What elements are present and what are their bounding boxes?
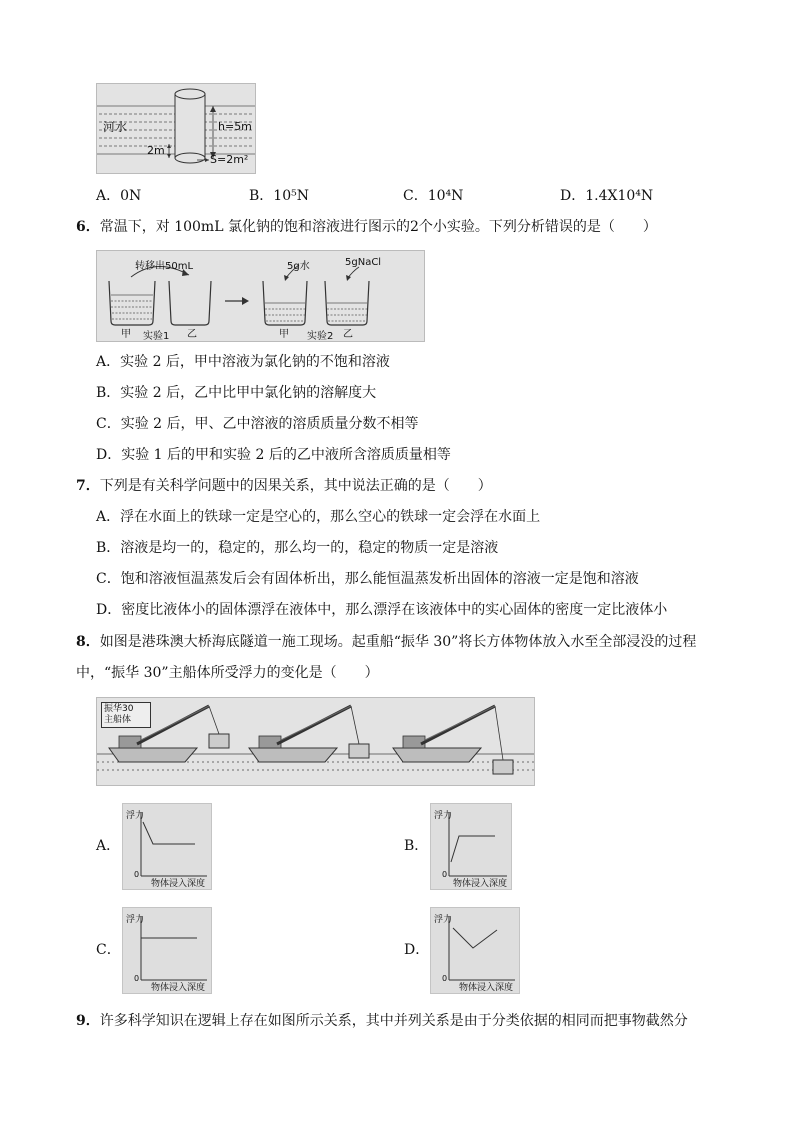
q6-salt-label: 5gNaCl — [345, 257, 382, 268]
q5-area-label: S=2m² — [210, 153, 249, 166]
q8-ship-label-line1: 振华30 — [104, 704, 134, 714]
q8-option-d-letter: D． — [404, 942, 430, 958]
q6-option-a-text: 实验 2 后，甲中溶液为氯化钠的不饱和溶液 — [120, 354, 390, 370]
q7-option-a-text: 浮在水面上的铁球一定是空心的，那么空心的铁球一定会浮在水面上 — [120, 509, 541, 525]
q8-ship-label — [101, 702, 151, 728]
q8-stem-line2-text: 中，“振华 30”主船体所受浮力的变化是（ ） — [76, 665, 379, 681]
q8-option-c[interactable] — [96, 940, 121, 960]
q5-depth-label: 2m — [147, 144, 165, 157]
q6-beaker-b-label: 乙 — [187, 329, 197, 340]
q6-beaker-a-label: 甲 — [121, 329, 131, 340]
q8-d-xlabel: 物体浸入深度 — [459, 983, 514, 993]
q8-c-ylabel: 浮力 — [126, 915, 145, 925]
q8-a-origin: 0 — [134, 870, 140, 879]
q8-option-d[interactable] — [404, 940, 429, 960]
q5-option-a-letter: A． — [96, 188, 121, 204]
q6-option-b-letter: B． — [96, 385, 121, 401]
q6-option-d-letter: D． — [96, 447, 122, 463]
q8-option-b-letter: B． — [404, 838, 429, 854]
q5-option-a[interactable] — [96, 186, 141, 206]
q6-beaker-b2-label: 乙 — [343, 329, 353, 340]
q7-option-a-letter: A． — [96, 509, 121, 525]
q5-river-label: 河水 — [103, 120, 128, 134]
q5-option-d-letter: D． — [560, 188, 586, 204]
q7-option-c[interactable] — [96, 569, 639, 589]
q7-option-b-letter: B． — [96, 540, 121, 556]
q6-water-label: 5g水 — [287, 261, 310, 272]
q8-b-origin: 0 — [442, 870, 448, 879]
q9-number: 9． — [76, 1013, 100, 1029]
q5-option-d[interactable] — [560, 186, 653, 206]
q9-stem-text: 许多科学知识在逻辑上存在如图所示关系，其中并列关系是由于分类依据的相同而把事物截然分 — [99, 1013, 688, 1029]
q7-option-d-text: 密度比液体小的固体漂浮在液体中，那么漂浮在该液体中的实心固体的密度一定比液体小 — [121, 602, 668, 618]
q8-d-ylabel: 浮力 — [434, 915, 453, 925]
q6-exp2-label: 实验2 — [307, 331, 334, 342]
q7-stem — [76, 476, 492, 496]
q6-option-c[interactable] — [96, 414, 419, 434]
q6-transfer-label: 转移出50mL — [135, 261, 194, 272]
q6-option-c-text: 实验 2 后，甲、乙中溶液的溶质质量分数不相等 — [120, 416, 419, 432]
q8-option-d-graph[interactable] — [430, 907, 520, 994]
q6-option-d[interactable] — [96, 445, 451, 465]
q8-option-b-graph[interactable] — [430, 803, 512, 890]
q8-ship-label-line2: 主船体 — [104, 715, 132, 725]
q7-number: 7． — [76, 478, 100, 494]
q8-a-xlabel: 物体浸入深度 — [151, 879, 206, 889]
q6-stem-text: 常温下，对 100mL 氯化钠的饱和溶液进行图示的2个小实验。下列分析错误的是（ ） — [99, 219, 657, 235]
q5-option-c-text: 10⁴N — [427, 188, 464, 204]
q6-option-a-letter: A． — [96, 354, 121, 370]
q7-option-d[interactable] — [96, 600, 667, 620]
q8-b-xlabel: 物体浸入深度 — [453, 879, 508, 889]
q9-stem — [76, 1011, 688, 1031]
q8-option-a-graph[interactable] — [122, 803, 212, 890]
q8-c-xlabel: 物体浸入深度 — [151, 983, 206, 993]
q5-option-b[interactable] — [249, 186, 309, 206]
q8-c-origin: 0 — [134, 974, 140, 983]
q5-option-c-letter: C． — [403, 188, 428, 204]
q6-figure-experiments — [96, 250, 425, 342]
q8-option-b[interactable] — [404, 836, 428, 856]
q5-h-label: h=5m — [218, 120, 252, 133]
q7-option-c-text: 饱和溶液恒温蒸发后会有固体析出，那么能恒温蒸发析出固体的溶液一定是饱和溶液 — [120, 571, 639, 587]
q8-option-c-letter: C． — [96, 942, 121, 958]
q5-option-b-letter: B． — [249, 188, 274, 204]
q8-stem-line1-text: 如图是港珠澳大桥海底隧道一施工现场。起重船“振华 30”将长方体物体放入水至全部浸没的过程 — [99, 634, 697, 650]
q8-d-origin: 0 — [442, 974, 448, 983]
q7-option-d-letter: D． — [96, 602, 122, 618]
q6-stem — [76, 217, 657, 237]
q5-option-c[interactable] — [403, 186, 463, 206]
q8-option-a-letter: A． — [96, 838, 121, 854]
q8-stem-line1 — [76, 632, 696, 652]
q8-figure-crane-ships — [96, 697, 535, 786]
q5-option-a-text: 0N — [120, 188, 142, 204]
q8-option-a[interactable] — [96, 836, 120, 856]
q7-option-b-text: 溶液是均一的，稳定的，那么均一的，稳定的物质一定是溶液 — [120, 540, 499, 556]
q8-stem-line2 — [76, 663, 379, 683]
q6-option-b[interactable] — [96, 383, 376, 403]
q7-option-a[interactable] — [96, 507, 540, 527]
q5-option-b-text: 10⁵N — [273, 188, 309, 204]
q6-number: 6． — [76, 219, 100, 235]
q7-stem-text: 下列是有关科学问题中的因果关系，其中说法正确的是（ ） — [99, 478, 492, 494]
q6-exp1-label: 实验1 — [143, 331, 170, 342]
q8-b-ylabel: 浮力 — [434, 811, 453, 821]
q8-a-ylabel: 浮力 — [126, 811, 145, 821]
q5-figure-river-cylinder — [96, 83, 256, 174]
q8-option-c-graph[interactable] — [122, 907, 212, 994]
q7-option-b[interactable] — [96, 538, 498, 558]
q6-option-a[interactable] — [96, 352, 390, 372]
q8-number: 8． — [76, 634, 100, 650]
q6-option-b-text: 实验 2 后，乙中比甲中氯化钠的溶解度大 — [120, 385, 377, 401]
q6-option-c-letter: C． — [96, 416, 121, 432]
q6-option-d-text: 实验 1 后的甲和实验 2 后的乙中液所含溶质质量相等 — [121, 447, 451, 463]
q7-option-c-letter: C． — [96, 571, 121, 587]
q5-option-d-text: 1.4X10⁴N — [585, 188, 654, 204]
q6-beaker-a2-label: 甲 — [279, 329, 289, 340]
